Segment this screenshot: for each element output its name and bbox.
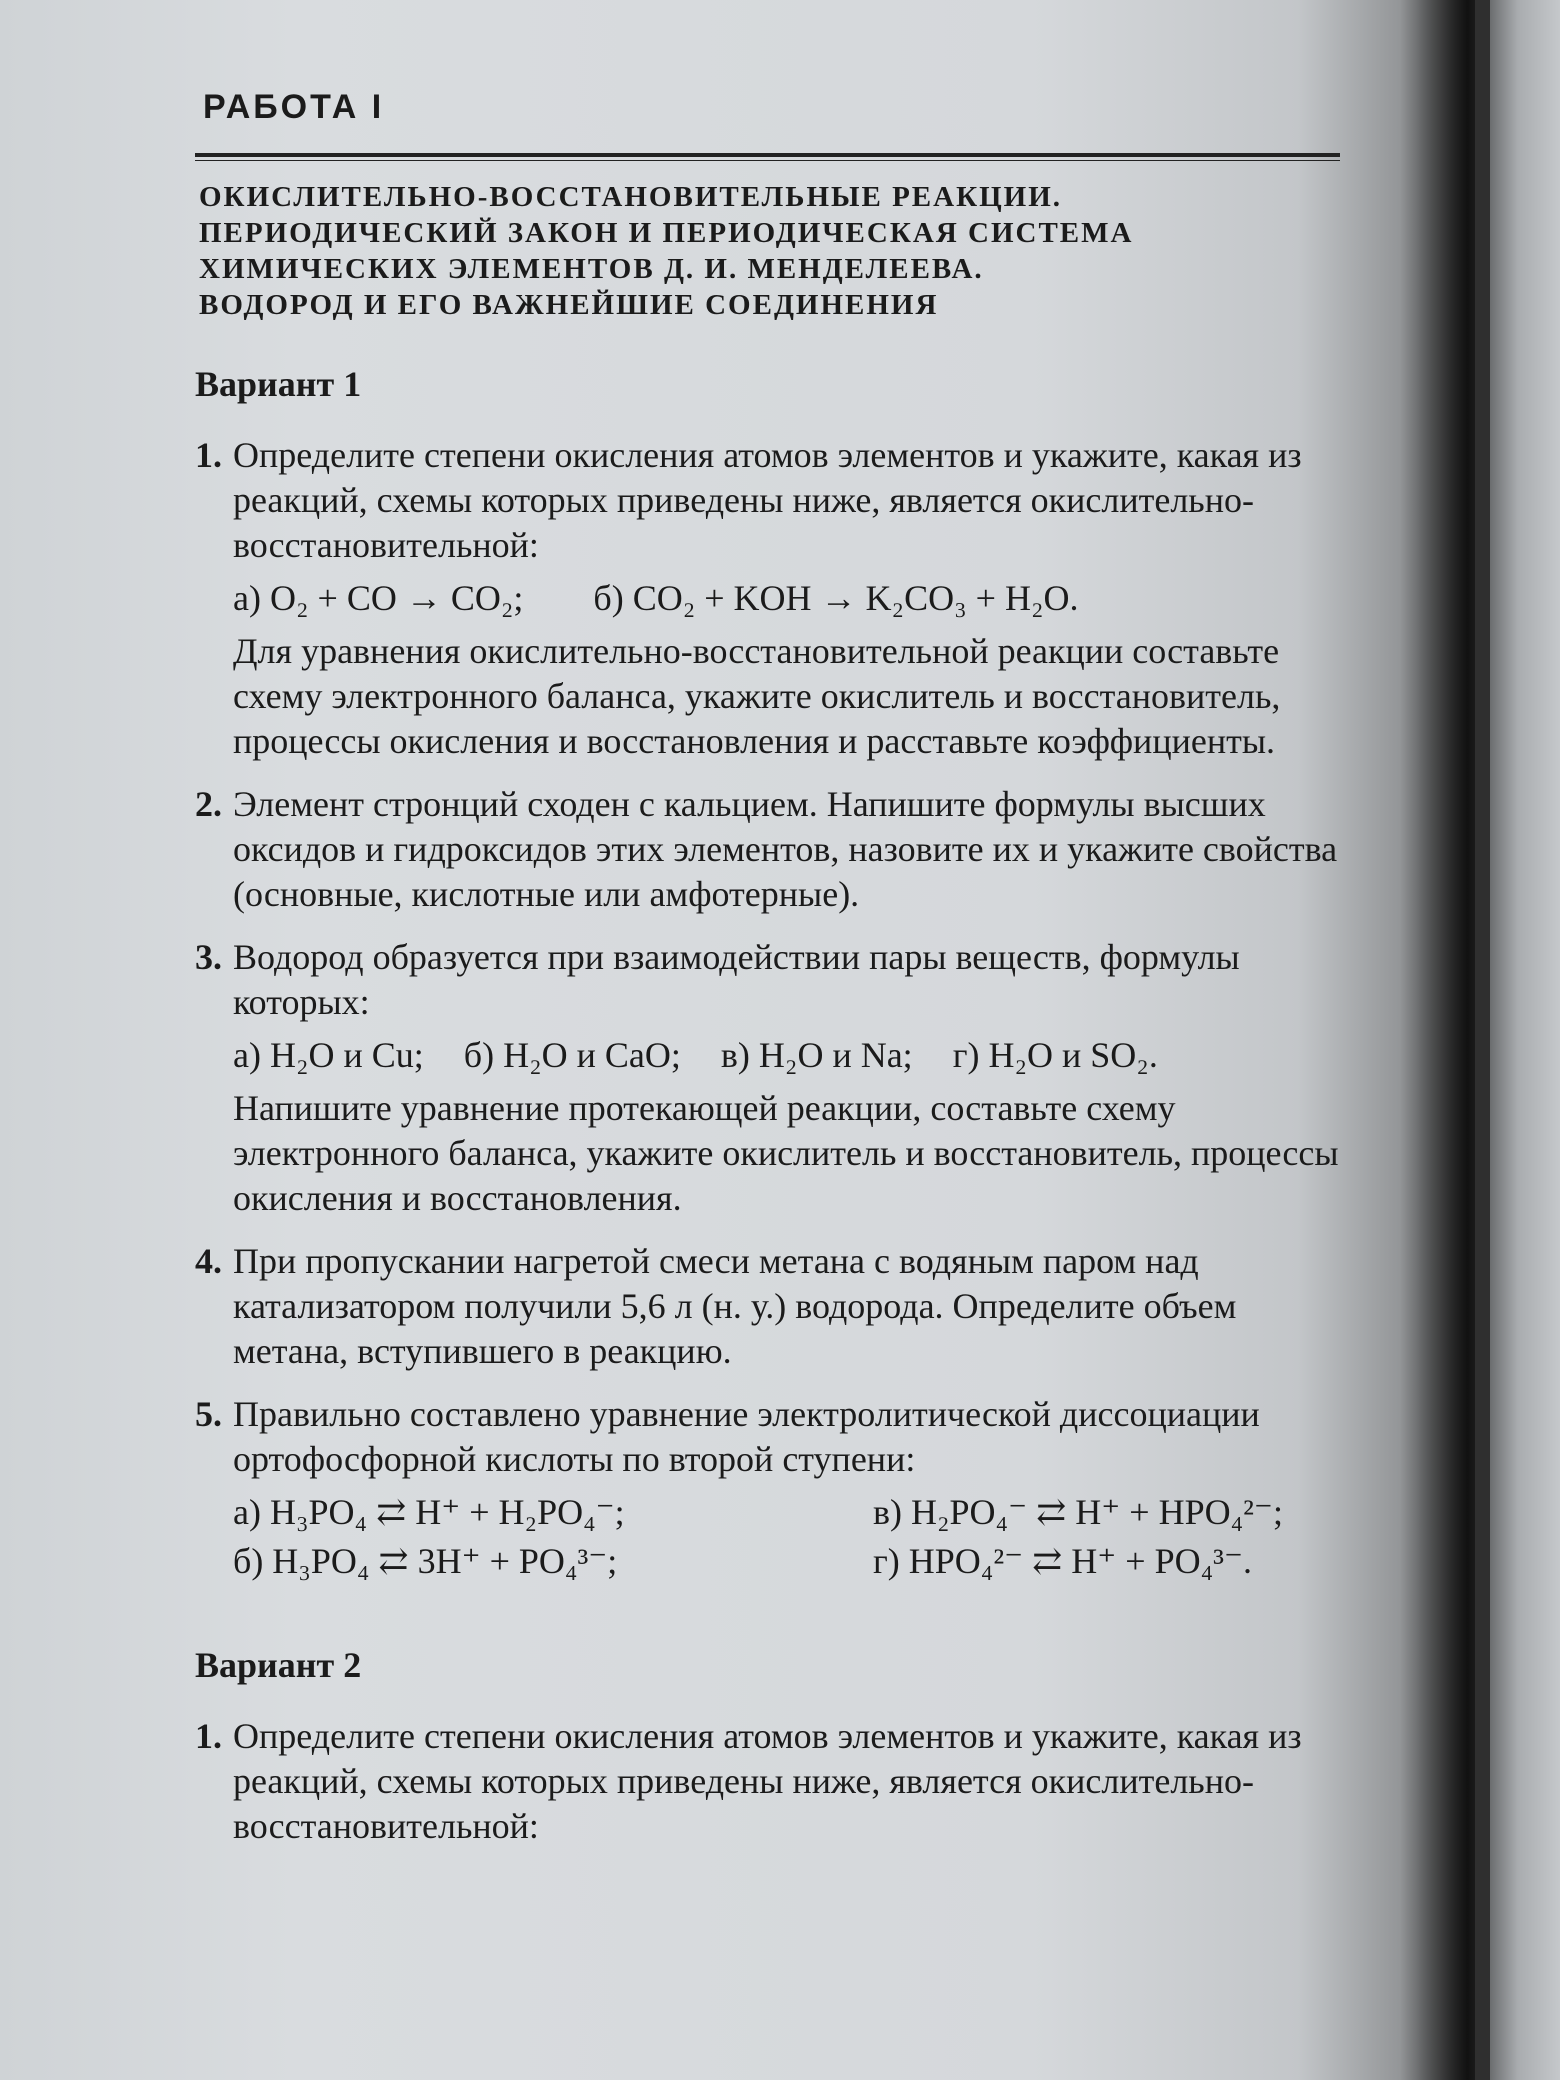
work-label: РАБОТА I <box>203 88 385 126</box>
task-text: Определите степени окисления атомов элементов и укажите, какая из реакций, схемы которых приведены ниже, является окислительно-восстановительной: <box>233 435 1302 565</box>
page-content <box>195 88 1345 1867</box>
title-line: ХИМИЧЕСКИХ ЭЛЕМЕНТОВ Д. И. МЕНДЕЛЕЕВА. <box>199 253 984 285</box>
option-d: г) H₂O и SO₂. <box>952 1035 1158 1075</box>
task-2 <box>195 782 1345 917</box>
option-d: г) HPO₄²⁻ ⇄ H⁺ + PO₄³⁻. <box>873 1541 1252 1581</box>
variant-1-heading: Вариант 1 <box>195 364 362 404</box>
task-text-continued: Для уравнения окислительно-восстановительной реакции составьте схему электронного баланса, укажите окислитель и восстановитель, процессы окисления и восстановления и расставьте коэффициенты. <box>233 631 1281 761</box>
option-a: а) O₂ + CO → CO₂; <box>233 578 524 618</box>
option-c: в) H₂O и Na; <box>720 1035 913 1075</box>
reaction-options <box>233 576 1345 621</box>
page-gutter-shadow <box>1400 0 1475 2080</box>
task-number: 3. <box>195 937 222 977</box>
task-number: 2. <box>195 784 222 824</box>
task-4 <box>195 1239 1345 1374</box>
task-number: 1. <box>195 1716 222 1756</box>
task-text-continued: Напишите уравнение протекающей реакции, составьте схему электронного баланса, укажите окислитель и восстановитель, процессы окисления и восстановления. <box>233 1088 1339 1218</box>
variant-2-task-1 <box>195 1714 1345 1849</box>
option-b: б) H₂O и CaO; <box>463 1035 681 1075</box>
task-text: Правильно составлено уравнение электролитической диссоциации ортофосфорной кислоты по второй ступени: <box>233 1394 1260 1479</box>
task-text: Элемент стронций сходен с кальцием. Напишите формулы высших оксидов и гидроксидов этих элементов, назовите их и укажите свойства (основные, кислотные или амфотерные). <box>233 784 1338 914</box>
task-5 <box>195 1392 1345 1584</box>
title-line: ВОДОРОД И ЕГО ВАЖНЕЙШИЕ СОЕДИНЕНИЯ <box>199 289 939 321</box>
task-text: При пропускании нагретой смеси метана с водяным паром над катализатором получили 5,6 л (н. у.) водорода. Определите объем метана, вступившего в реакцию. <box>233 1241 1237 1371</box>
option-b: б) CO₂ + KOH → K₂CO₃ + H₂O. <box>593 578 1079 618</box>
task-number: 4. <box>195 1241 222 1281</box>
equation-options <box>233 1490 1353 1584</box>
next-page-edge <box>1490 0 1560 2080</box>
task-text: Определите степени окисления атомов элементов и укажите, какая из реакций, схемы которых приведены ниже, является окислительно-восстановительной: <box>233 1716 1302 1846</box>
task-text: Водород образуется при взаимодействии пары веществ, формулы которых: <box>233 937 1240 1022</box>
header-rule <box>195 153 1340 161</box>
task-number: 5. <box>195 1394 222 1434</box>
option-c: в) H₂PO₄⁻ ⇄ H⁺ + HPO₄²⁻; <box>873 1492 1283 1532</box>
substance-options <box>233 1033 1345 1078</box>
task-3 <box>195 935 1345 1221</box>
task-number: 1. <box>195 435 222 475</box>
option-a: а) H₃PO₄ ⇄ H⁺ + H₂PO₄⁻; <box>233 1492 625 1532</box>
option-a: а) H₂O и Cu; <box>233 1035 424 1075</box>
chapter-title <box>199 179 1345 323</box>
title-line: ПЕРИОДИЧЕСКИЙ ЗАКОН И ПЕРИОДИЧЕСКАЯ СИСТЕМА <box>199 217 1134 249</box>
title-line: ОКИСЛИТЕЛЬНО-ВОССТАНОВИТЕЛЬНЫЕ РЕАКЦИИ. <box>199 181 1063 213</box>
task-1 <box>195 433 1345 764</box>
option-b: б) H₃PO₄ ⇄ 3H⁺ + PO₄³⁻; <box>233 1541 618 1581</box>
variant-2-heading: Вариант 2 <box>195 1645 362 1685</box>
